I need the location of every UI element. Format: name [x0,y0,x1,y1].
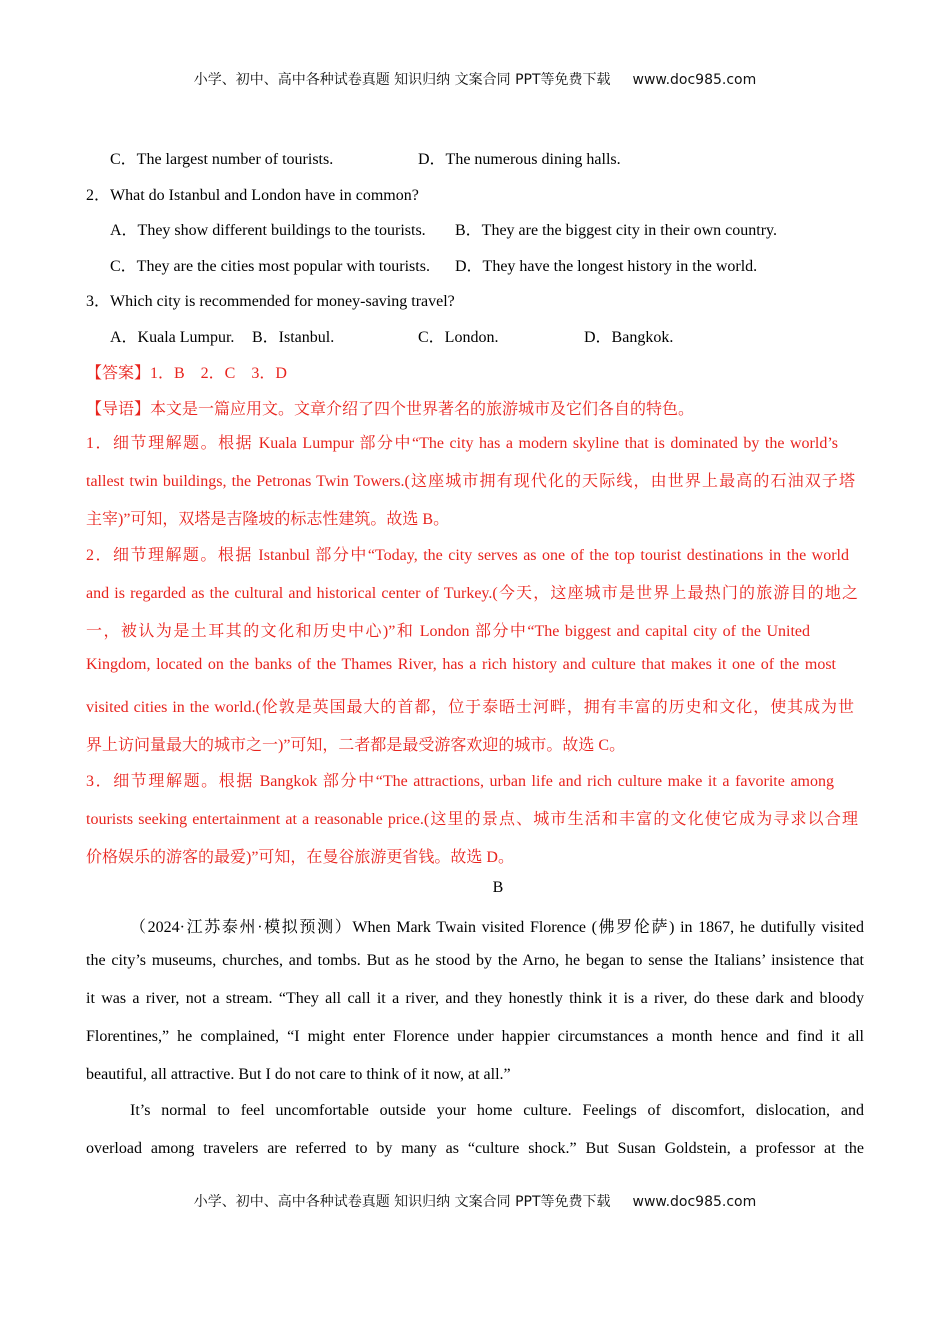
footer-site-link[interactable]: www.doc985.com [632,1194,757,1210]
q3-option-d: D．Bangkok. [584,329,674,346]
q3-option-a: A．Kuala Lumpur. [110,329,235,346]
passage-line: beautiful, all attractive. But I do not care to think of it now, at all.” [86,1066,511,1083]
explanation-1-line: 主宰)”可知，双塔是吉隆坡的标志性建筑。故选 B。 [86,511,450,528]
intro-summary: 【导语】本文是一篇应用文。文章介绍了四个世界著名的旅游城市及它们各自的特色。 [86,401,695,418]
q2-option-a: A．They show different buildings to the tourists. [110,222,426,239]
explanation-2-line: 一，被认为是土耳其的文化和历史中心)”和 London 部分中“The biggest and capital city of the United [86,623,810,640]
answer-key: 【答案】1．B 2．C 3．D [86,365,287,382]
q1-option-c: C．The largest number of tourists. [110,151,334,168]
page-header [0,69,950,89]
explanation-3-line: 3．细节理解题。根据 Bangkok 部分中“The attractions, urban life and rich culture make it a favorite among [86,773,834,790]
q3-option-b: B．Istanbul. [252,329,335,346]
explanation-3-line: tourists seeking entertainment at a reasonable price.(这里的景点、城市生活和丰富的文化使它成为寻求以合理 [86,811,858,828]
explanation-2-line: Kingdom, located on the banks of the Thames River, has a rich history and culture that makes it one of the most [86,656,836,673]
explanation-3-line: 价格娱乐的游客的最爱)”可知，在曼谷旅游更省钱。故选 D。 [86,849,514,866]
header-site-link[interactable]: www.doc985.com [632,72,757,88]
q2-option-c: C．They are the cities most popular with tourists. [110,258,430,275]
explanation-1-line: 1．细节理解题。根据 Kuala Lumpur 部分中“The city has a modern skyline that is dominated by the world’s [86,435,838,452]
page-footer [0,1191,950,1211]
q2-stem: 2．What do Istanbul and London have in common? [86,187,419,204]
header-text: 小学、初中、高中各种试卷真题 知识归纳 文案合同 PPT等免费下载 [193,72,611,88]
q2-option-b: B．They are the biggest city in their own country. [455,222,777,239]
explanation-2-line: and is regarded as the cultural and historical center of Turkey.(今天，这座城市是世界上最热门的旅游目的地之 [86,585,858,602]
explanation-2-line: visited cities in the world.(伦敦是英国最大的首都，位于泰晤士河畔，拥有丰富的历史和文化，使其成为世 [86,699,854,716]
passage-line: it was a river, not a stream. “They all call it a river, and they honestly think it is a river, do these dark and bloody [86,990,864,1007]
q2-option-d: D．They have the longest history in the world. [455,258,758,275]
passage-line: the city’s museums, churches, and tombs. But as he stood by the Arno, he began to sense the Italians’ insistence that [86,952,864,969]
q1-option-d: D．The numerous dining halls. [418,151,621,168]
explanation-2-line: 界上访问量最大的城市之一)”可知，二者都是最受游客欢迎的城市。故选 C。 [86,737,626,754]
passage-line: Florentines,” he complained, “I might enter Florence under happier circumstances a month hence and find it all [86,1028,864,1045]
passage-line: overload among travelers are referred to by many as “culture shock.” But Susan Goldstein, a professor at the [86,1140,864,1157]
explanation-1-line: tallest twin buildings, the Petronas Twin Towers.(这座城市拥有现代化的天际线，由世界上最高的石油双子塔 [86,473,855,490]
section-b-label: B [492,879,504,896]
passage-line: It’s normal to feel uncomfortable outside your home culture. Feelings of discomfort, dislocation, and [130,1102,864,1119]
q3-stem: 3．Which city is recommended for money-saving travel? [86,293,455,310]
passage-line: （2024·江苏泰州·模拟预测）When Mark Twain visited Florence (佛罗伦萨) in 1867, he dutifully visited [130,919,864,936]
explanation-2-line: 2．细节理解题。根据 Istanbul 部分中“Today, the city serves as one of the top tourist destinations in the world [86,547,849,564]
q3-option-c: C．London. [418,329,499,346]
footer-text: 小学、初中、高中各种试卷真题 知识归纳 文案合同 PPT等免费下载 [193,1194,611,1210]
